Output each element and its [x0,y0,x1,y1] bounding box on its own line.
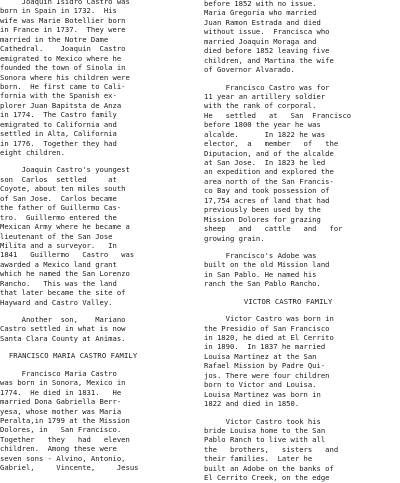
paragraph-francisco-maria-castro [0,369,196,473]
text-line: their families. Later he [204,454,313,464]
text-line: Rancho. This was the land [0,278,117,288]
text-line: yesa, whose mother was Maria [0,406,122,416]
text-line: founded the town of Sinola in [0,63,126,73]
text-line: Mexican Army where he became a [0,222,130,232]
text-line: before 1852 with no issue. [204,0,317,8]
text-line: which he named the San Lorenzo [0,269,130,279]
text-line: alcalde. In 1822 he was [204,129,326,139]
text-line: Coyote, about ten miles south [0,184,126,194]
text-line: died before 1852 leaving five [204,46,330,56]
text-line: eight children. [0,148,65,157]
paragraph-mariano-castro [0,315,196,343]
text-line: seven sons - Alvino, Antonio, [0,453,126,463]
text-line: built an Adobe on the banks of [204,463,334,473]
text-line: at San Jose. In 1823 he led [204,158,326,167]
section-heading-francisco-maria-castro-family: FRANCISCO MARIA CASTRO FAMILY [0,351,138,361]
text-line: in 1890. In 1837 he married [204,342,326,352]
text-line: was born in Sonora, Mexico in [0,378,126,388]
text-line: Cathedral. Joaquin Castro [0,44,126,54]
text-line: the brothers, sisters and [204,444,339,454]
text-line: Hayward and Castro Valley. [0,297,113,307]
text-line: in 1774. The Castro family [0,110,117,120]
left-column-text [0,0,196,473]
text-line: Diputacion, and of the alcalde [204,148,334,158]
text-line: emigrated to Mexico where he [0,53,122,63]
text-line: Juan Ramon Estrada and died [204,17,321,27]
text-line: in 1820, he died at El Cerrito [204,333,334,342]
text-line: Louisa Martinez at the San [204,351,317,361]
text-line: growing grain. [204,233,265,243]
text-line: Another son, Mariano [0,315,126,324]
text-line: El Cerrito Creek, on the edge [204,473,330,483]
right-column-text [204,0,400,483]
text-line: Castro settled in what is now [0,324,126,334]
text-line: jos. There were four children [204,370,330,380]
text-line: Francisco's Adobe was [204,250,317,260]
text-line: children. Among these were [0,444,117,454]
text-line: 17,754 acres of land that had [204,195,330,205]
text-line: in France in 1737. They were [0,25,126,35]
text-line: He settled at San Francisco [204,110,352,120]
text-line: ranch the San Pablo Rancho. [204,279,321,289]
text-line: elector, a member of the [204,139,339,149]
text-line: born. He first came to Cali- [0,81,126,91]
text-line: in San Pablo. He named his [204,269,317,279]
text-line: of San Jose. Carlos became [0,193,117,203]
text-line: fornia with the Spanish ex- [0,91,117,101]
text-line: with the rank of corporal. [204,101,317,111]
left-column [0,0,196,473]
text-line: area north of the San Francis- [204,176,334,186]
text-line: Peralta,in 1799 at the Mission [0,415,130,425]
text-line: Rafael Mission by Padre Qui- [204,361,326,371]
text-line: in 1776. Together they had [0,138,117,148]
text-line: before 1800 the year he was [204,120,321,130]
text-line: awarded a Mexico land grant [0,259,117,269]
text-line: the father of Guillermo Cas- [0,203,122,213]
text-line: tro. Guillermo entered the [0,212,117,222]
text-line: Mission Dolores for grazing [204,214,321,224]
text-line: settled in Alta, California [0,129,117,139]
text-line: children, and Martina the wife [204,55,334,65]
text-line: Santa Clara County at Animas. [0,333,126,343]
text-line: Joaquin Isidro Castro was [0,0,130,6]
text-line: son Carlos settled at [0,174,117,184]
text-line: married Dona Gabriella Berr- [0,397,122,407]
paragraph-castro-daughters [204,0,400,75]
text-line: Victor Castro took his [204,416,321,426]
text-line: Pablo Ranch to live with all [204,435,326,445]
text-line: 1822 and died in 1850. [204,399,300,409]
text-line: emigrated to California and [0,119,117,129]
text-line: wife was Marie Botellier born [0,15,126,25]
right-column [204,0,400,483]
text-line: plorer Juan Bapitsta de Anza [0,100,122,110]
paragraph-victor-castro [204,314,400,408]
text-line: Francisco Castro was for [204,82,330,92]
text-line: 1774. He died in 1831. He [0,387,122,397]
text-line: lieutenant of the San Jose [0,231,113,241]
text-line: 11 year an artillery soldier [204,91,326,101]
text-line: married Joaquin Moraga and [204,36,317,46]
text-line: married in the Notre Dame [0,34,109,44]
text-line: Joaquin Castro's youngest [0,165,130,175]
text-line: Dolores, in San Francisco. [0,425,122,435]
text-line: co Bay and took possession of [204,186,330,196]
paragraph-carlos-castro [0,165,196,307]
text-line: Victor Castro was born in [204,314,334,324]
text-line: the Presidio of San Francisco [204,323,330,333]
paragraph-joaquin-isidro-castro [0,0,196,157]
text-line: Together they had eleven [0,434,130,444]
text-line: without issue. Francisca who [204,27,330,37]
text-line: Maria Gregoria who married [204,8,317,18]
text-line: 1841 Guillermo Castro was [0,250,135,260]
text-line: built on the old Mission land [204,260,330,270]
text-line: sheep and cattle and for [204,224,343,234]
paragraph-francisco-adobe [204,251,400,289]
section-heading-victor-castro-family: VICTOR CASTRO FAMILY [204,296,333,306]
text-line: Milita and a surveyor. In [0,240,117,250]
text-line: previously been used by the [204,205,321,215]
paragraph-francisco-castro-soldier [204,83,400,243]
text-line: born in Spain in 1732. His [0,6,117,16]
text-line: of Governor Alvarado. [204,65,295,75]
paragraph-victor-castro-adobe [204,417,400,483]
text-line: bride Louisa home to the San [204,425,326,435]
text-line: Gabriel, Vincente, Jesus [0,463,139,473]
text-line: Francisco Maria Castro [0,368,117,378]
text-line: born to Victor and Louisa. [204,380,317,390]
text-line: Sonora where his children were [0,72,130,82]
text-line: an expedition and explored the [204,167,334,177]
text-line: Louisa Martinez was born in [204,389,321,399]
text-line: that later became the site of [0,288,126,298]
